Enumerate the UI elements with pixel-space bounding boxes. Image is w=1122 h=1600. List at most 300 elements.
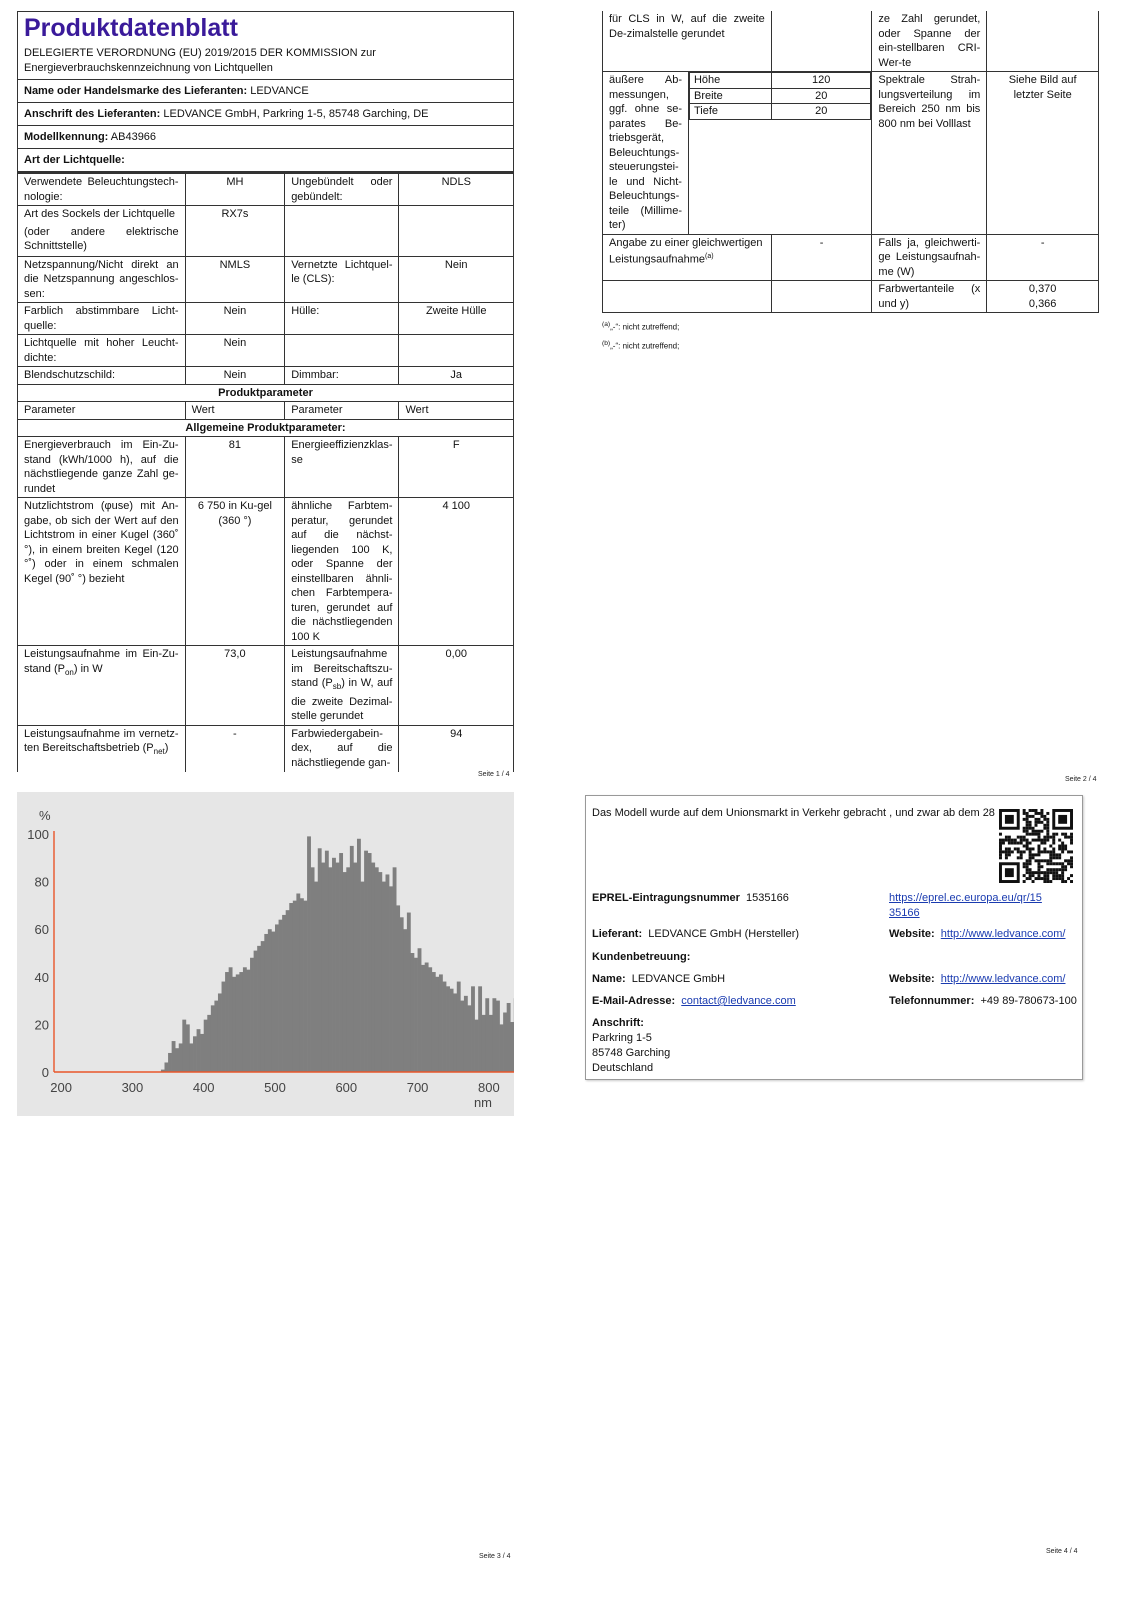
qr-module [1043,850,1046,853]
address-heading: Anschrift: [592,1017,644,1029]
spectrum-bar [500,1024,504,1072]
dimensions-label: äußere Ab-messungen, ggf. ohne se-parates Be-triebsgerät, Beleuchtungs-steuerungstei-le und Nicht-Beleuchtungs-teile (Millime-ter) [603,72,689,235]
spectrum-bar [207,1015,211,1072]
spectrum-bar [257,946,261,1072]
qr-module [1040,842,1043,845]
spectrum-bar [457,982,461,1072]
spectrum-bar [439,974,443,1072]
qr-module [1037,874,1040,877]
spectrum-bar [400,917,404,1072]
qr-module [1049,880,1052,883]
power-on-label [18,646,186,726]
website2-line [889,972,1066,987]
qr-module [999,850,1002,853]
qr-module [1046,880,1049,883]
general-params-heading: Allgemeine Produktparameter: [18,419,514,437]
qr-module [1029,859,1032,862]
empty-cell [285,335,399,367]
qr-module [1035,812,1038,815]
table-row [603,11,1099,72]
website2-link[interactable]: http://www.ledvance.com/ [940,973,1066,985]
qr-module [1046,830,1049,833]
spectrum-bar [382,882,386,1072]
qr-module [1037,862,1040,865]
qr-module [1014,839,1017,842]
qr-module [1023,836,1026,839]
qr-module [1058,847,1061,850]
qr-module [1026,839,1029,842]
y-tick-label: 0 [41,1065,49,1080]
table-row [18,646,514,726]
qr-module [1037,859,1040,862]
qr-module [1029,842,1032,845]
qr-module [1070,839,1073,842]
efficiency-class-value: F [399,437,514,498]
dimension-label: Höhe [689,73,771,89]
website-label: Website: [889,928,935,940]
qr-module [1029,850,1032,853]
qr-module [1058,874,1061,877]
socket-value: RX7s [185,206,285,257]
spectrum-bar [268,929,272,1072]
model-value: AB43966 [110,131,157,143]
cri-value: 94 [399,725,514,772]
qr-module [1032,853,1035,856]
spectrum-bar [286,910,290,1072]
qr-module [1040,830,1043,833]
y-tick-label: 40 [34,969,49,985]
qr-module [1043,836,1046,839]
qr-module [1037,836,1040,839]
qr-module [1052,850,1055,853]
qr-module [1026,847,1029,850]
spectrum-bar [325,851,329,1072]
qr-module [1032,827,1035,830]
qr-module [1046,812,1049,815]
market-date-text: Das Modell wurde auf dem Unionsmarkt in Verkehr gebracht , und zwar ab dem 28 [592,807,995,819]
y-tick-label: 20 [34,1017,49,1033]
qr-module [1067,836,1070,839]
email-link[interactable]: contact@ledvance.com [681,995,796,1007]
qr-module [1049,859,1052,862]
table-row [18,206,514,257]
footnotes [602,317,1099,354]
website-line [889,927,1066,942]
qr-module [1026,859,1029,862]
spectrum-bar [182,1020,186,1072]
footnote-a-text: „-“: nicht zutreffend; [610,322,680,332]
qr-module [1043,842,1046,845]
qr-module [1005,839,1008,842]
eprel-value: 1535166 [746,892,789,904]
qr-module [1055,856,1058,859]
qr-module [1011,850,1014,853]
spectrum-bar [229,967,233,1072]
qr-module [1026,862,1029,865]
qr-module [1049,862,1052,865]
qr-module [1061,845,1064,848]
x-tick-label: 700 [406,1080,429,1095]
empty-cell [771,281,872,313]
spectrum-bar [368,853,372,1072]
qr-module [1008,842,1011,845]
qr-module [1011,839,1014,842]
envelope-label: Hülle: [285,303,399,335]
qr-module [1070,856,1073,859]
qr-module [1064,836,1067,839]
spectrum-bar [467,1005,471,1072]
qr-module [1023,845,1026,848]
qr-module [1026,877,1029,880]
chromaticity-y: 0,366 [1028,297,1057,310]
spectrum-bar [336,863,340,1072]
qr-module [1029,847,1032,850]
qr-module [1064,868,1067,871]
qr-module [1052,842,1055,845]
qr-module [1055,874,1058,877]
qr-module [1064,845,1067,848]
power-on-label-b: ) in W [73,662,103,675]
spectrum-bar [432,972,436,1072]
qr-module [1046,874,1049,877]
equivalent-power-text: Angabe zu einer gleichwertigen Leistungsaufnahme [609,236,763,266]
qr-module [1037,853,1040,856]
address-line: Parkring 1-5 [592,1032,652,1044]
y-tick-label: 100 [27,827,49,842]
qr-module [1008,850,1011,853]
spectrum-bar [197,1029,201,1072]
qr-module [1032,839,1035,842]
spectrum-bar [435,977,439,1072]
qr-module [1035,809,1038,812]
qr-module [1049,868,1052,871]
qr-module [1037,821,1040,824]
qr-module [1035,821,1038,824]
spectrum-bar [418,948,422,1072]
empty-cell [987,11,1099,72]
qr-module [1026,821,1029,824]
qr-module [1061,862,1064,865]
qr-module [1064,880,1067,883]
qr-module [1032,833,1035,836]
socket-label: Art des Sockels der Lichtquelle [24,208,176,220]
supplier-name-label: Name oder Handelsmarke des Lieferanten: [24,85,248,97]
dimension-row [689,104,870,120]
qr-module [1052,862,1055,865]
chromaticity-label: Farbwertanteile (x und y) [872,281,987,313]
qr-module [1026,812,1029,815]
supplier-address-value: LEDVANCE GmbH, Parkring 1-5, 85748 Garching, DE [163,108,429,120]
qr-module [1017,856,1020,859]
qr-module [1040,850,1043,853]
cls-label: Vernetzte Lichtquel-le (CLS): [285,256,399,303]
spectrum-bar [250,958,254,1072]
spectrum-bar [189,1043,193,1072]
qr-finder [1005,868,1014,877]
empty-cell [399,206,514,257]
chromaticity-values [987,281,1099,313]
qr-module [1020,850,1023,853]
qr-module [1020,856,1023,859]
qr-module [1061,871,1064,874]
qr-module [1037,830,1040,833]
qr-module [1017,850,1020,853]
qr-module [1064,833,1067,836]
qr-module [1029,862,1032,865]
qr-module [1035,839,1038,842]
qr-module [1035,877,1038,880]
qr-module [1046,839,1049,842]
eprel-link-cell [889,891,1069,921]
light-source-table [17,173,514,772]
qr-module [1043,839,1046,842]
dimension-value: 120 [772,73,871,89]
spectrum-bar [496,1001,500,1072]
spectrum-bar [332,858,336,1072]
spectrum-bar [246,970,250,1072]
tech-value: MH [185,174,285,206]
qr-module [1043,859,1046,862]
high-luminance-label: Lichtquelle mit hoher Leucht-dichte: [18,335,186,367]
qr-module [1026,827,1029,830]
qr-module [1029,874,1032,877]
qr-module [1052,833,1055,836]
networked-standby-label [18,725,186,772]
qr-module [1005,856,1008,859]
spectrum-bar [321,863,325,1072]
qr-module [1005,850,1008,853]
qr-module [1058,853,1061,856]
qr-module [1017,842,1020,845]
spectrum-bar [300,898,304,1072]
email-label: E-Mail-Adresse: [592,995,676,1007]
qr-module [1040,859,1043,862]
qr-module [1037,833,1040,836]
qr-module [1052,868,1055,871]
qr-module [1049,856,1052,859]
qr-module [1046,818,1049,821]
regulation-text: DELEGIERTE VERORDNUNG (EU) 2019/2015 DER KOMMISSION zur Energieverbrauchskennzeichnung von Lichtquellen [18,44,513,80]
qr-module [1017,847,1020,850]
phone-label: Telefonnummer: [889,995,975,1007]
qr-module [1055,868,1058,871]
customer-support-heading: Kundenbetreuung: [592,951,691,963]
eprel-line [592,891,789,906]
spectral-chart [17,792,514,1116]
qr-module [1020,853,1023,856]
qr-module [1008,836,1011,839]
qr-module [1046,871,1049,874]
qr-module [1058,845,1061,848]
footnote-a [602,317,1099,336]
equivalent-power-value: - [771,234,872,281]
table-row [18,419,514,437]
spectrum-bar [179,1043,183,1072]
footnote-a-mark: (a) [602,321,611,328]
spectral-chart-svg [17,792,514,1116]
spectrum-bar [314,882,318,1072]
power-on-value: 73,0 [185,646,285,726]
spectrum-bar [407,913,411,1072]
page-1 [17,11,514,772]
qr-module [1049,853,1052,856]
standby-power-label [285,646,399,726]
qr-module [1046,827,1049,830]
spectrum-bar [239,972,243,1072]
standby-sub: sb [332,682,342,692]
qr-module [1023,827,1026,830]
qr-code[interactable] [999,809,1073,883]
footnote-b-text: „-“: nicht zutreffend; [610,341,680,351]
supplier-address-label: Anschrift des Lieferanten: [24,108,161,120]
address-line: 85748 Garching [592,1047,671,1059]
spectrum-bar [296,894,300,1073]
qr-module [1029,833,1032,836]
spectrum-bar [364,851,368,1072]
table-row [603,281,1099,313]
qr-module [1008,847,1011,850]
page-number-4: Seite 4 / 4 [1046,1548,1078,1555]
spectrum-bar [492,998,496,1072]
qr-module [1058,856,1061,859]
energy-consumption-value: 81 [185,437,285,498]
spectrum-bar [396,905,400,1072]
spectrum-bar [375,867,379,1072]
socket-label-2: (oder andere elektrische Schnittstelle) [24,225,179,252]
qr-finder [1005,815,1014,824]
spectrum-bar [218,993,222,1072]
qr-module [1002,839,1005,842]
qr-module [1032,830,1035,833]
dimension-value: 20 [772,104,871,120]
spectrum-bar [378,872,382,1072]
qr-module [1032,815,1035,818]
qr-module [1058,877,1061,880]
qr-module [1008,853,1011,856]
color-temperature-value: 4 100 [399,498,514,646]
supplier-address-line [18,103,513,126]
spectrum-bar [478,986,482,1072]
website2-label: Website: [889,973,935,985]
qr-module [1070,833,1073,836]
qr-module [1029,815,1032,818]
socket-label-cell [18,206,186,257]
spectrum-bar [232,977,236,1072]
qr-module [1005,847,1008,850]
spectrum-bar [165,1062,169,1072]
support-name-label: Name: [592,973,626,985]
spectrum-bar [446,986,450,1072]
spectrum-bar [507,1003,511,1072]
spectrum-bar [289,903,293,1072]
x-tick-label: 200 [50,1080,72,1095]
page-number-2: Seite 2 / 4 [1065,776,1097,783]
qr-module [1023,839,1026,842]
spectrum-bar [346,867,350,1072]
qr-module [1058,839,1061,842]
spectrum-bar [211,1005,215,1072]
qr-module [1032,880,1035,883]
qr-module [1020,839,1023,842]
qr-module [1070,836,1073,839]
eprel-link[interactable]: https://eprel.ec.europa.eu/qr/15 35166 [889,892,1042,919]
dimension-row [689,88,870,104]
x-tick-label: 300 [121,1080,144,1095]
spectrum-bar [414,958,418,1072]
qr-module [1061,877,1064,880]
qr-module [1020,836,1023,839]
table-row [18,725,514,772]
spectrum-bar [450,989,454,1072]
spectrum-bar [410,953,414,1072]
qr-module [1052,874,1055,877]
qr-module [1064,859,1067,862]
tech-label: Verwendete Beleuchtungstech-nologie: [18,174,186,206]
qr-module [1061,847,1064,850]
power-on-sub: on [64,667,74,677]
qr-module [1029,824,1032,827]
spectrum-bar [350,846,354,1072]
qr-module [1070,842,1073,845]
qr-module [1029,868,1032,871]
color-tunable-value: Nein [185,303,285,335]
qr-module [1023,812,1026,815]
qr-module [1064,865,1067,868]
qr-module [1002,842,1005,845]
qr-module [1037,847,1040,850]
cls-value: Nein [399,256,514,303]
spectrum-bar [489,1015,493,1072]
spectrum-bar [225,972,229,1072]
qr-module [1061,833,1064,836]
qr-module [1014,847,1017,850]
qr-module [1026,830,1029,833]
supplier-label: Lieferant: [592,928,643,940]
qr-module [1061,874,1064,877]
spectrum-bar [275,924,279,1072]
high-luminance-value: Nein [185,335,285,367]
dimension-value: 20 [772,88,871,104]
qr-module [1046,833,1049,836]
spectrum-bar [343,872,347,1072]
website-link[interactable]: http://www.ledvance.com/ [940,928,1066,940]
qr-module [1043,818,1046,821]
table-row [603,234,1099,281]
table-header-row [18,402,514,420]
glare-value: Nein [185,367,285,385]
spectrum-bar [353,863,357,1072]
footnote-b-mark: (b) [602,339,611,347]
spectrum-bar [393,867,397,1072]
qr-module [1035,830,1038,833]
color-tunable-label: Farblich abstimmbare Licht-quelle: [18,303,186,335]
table-row [603,72,1099,235]
qr-module [1046,877,1049,880]
qr-module [1005,853,1008,856]
qr-module [1029,877,1032,880]
qr-module [1023,880,1026,883]
spectrum-bar [311,867,315,1072]
model-line [18,126,513,149]
column-header-value: Wert [399,402,514,420]
mains-value: NMLS [185,256,285,303]
bundled-label: Ungebündelt oder gebündelt: [285,174,399,206]
qr-module [1043,827,1046,830]
qr-module [1017,836,1020,839]
page-1-header [17,11,514,173]
qr-module [1070,880,1073,883]
qr-module [1040,839,1043,842]
